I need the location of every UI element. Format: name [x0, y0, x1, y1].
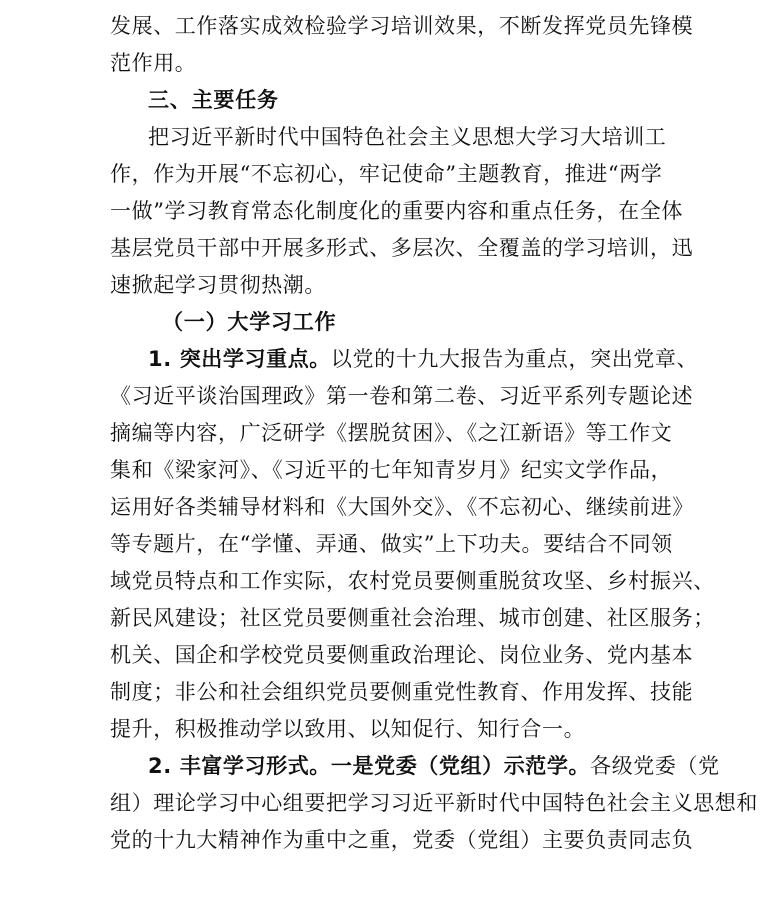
item1-line-1: 《习近平谈治国理政》第一卷和第二卷、习近平系列专题论述	[110, 384, 694, 408]
item1-line-4: 运用好各类辅导材料和《大国外交》、《不忘初心、继续前进》	[110, 495, 694, 519]
item2-lead: 2. 丰富学习形式。一是党委（党组）示范学。	[148, 754, 591, 778]
section-para-line-2: 作，作为开展“不忘初心，牢记使命”主题教育，推进“两学	[110, 162, 663, 186]
item1-line-10: 提升，积极推动学以致用、以知促行、知行合一。	[110, 717, 586, 741]
section-heading: 三、主要任务	[148, 88, 279, 112]
item1-first-line-rest: 以党的十九大报告为重点，突出党章、	[330, 347, 699, 371]
section-para-line-5: 速掀起学习贯彻热潮。	[110, 273, 326, 297]
item1-line-7: 新民风建设；社区党员要侧重社会治理、城市创建、社区服务；	[110, 606, 715, 630]
item2-first-line-rest: 各级党委（党	[590, 754, 720, 778]
item2-line-1: 组）理论学习中心组要把学习习近平新时代中国特色社会主义思想和	[110, 791, 758, 815]
item1-first-line	[148, 347, 700, 371]
item2-line-2: 党的十九大精神作为重中之重，党委（党组）主要负责同志负	[110, 828, 694, 852]
section-para-line-3: 一做”学习教育常态化制度化的重要内容和重点任务，在全体	[110, 199, 683, 223]
item1-line-3: 集和《梁家河》、《习近平的七年知青岁月》纪实文学作品，	[110, 458, 673, 482]
item1-line-2: 摘编等内容，广泛研学《摆脱贫困》、《之江新语》等工作文	[110, 421, 673, 445]
subsection-heading: （一）大学习工作	[162, 310, 337, 334]
item1-lead: 1. 突出学习重点。	[148, 347, 331, 371]
item1-line-6: 域党员特点和工作实际，农村党员要侧重脱贫攻坚、乡村振兴、	[110, 569, 715, 593]
item1-line-8: 机关、国企和学校党员要侧重政治理论、岗位业务、党内基本	[110, 643, 694, 667]
section-para-line-4: 基层党员干部中开展多形式、多层次、全覆盖的学习培训，迅	[110, 236, 694, 260]
item1-line-5: 等专题片，在“学懂、弄通、做实”上下功夫。要结合不同领	[110, 532, 673, 556]
section-para-line-1: 把习近平新时代中国特色社会主义思想大学习大培训工	[148, 125, 667, 149]
intro-line-2: 范作用。	[110, 51, 197, 75]
item1-line-9: 制度；非公和社会组织党员要侧重党性教育、作用发挥、技能	[110, 680, 694, 704]
item2-first-line	[148, 754, 720, 778]
intro-line-1: 发展、工作落实成效检验学习培训效果，不断发挥党员先锋模	[110, 14, 694, 38]
